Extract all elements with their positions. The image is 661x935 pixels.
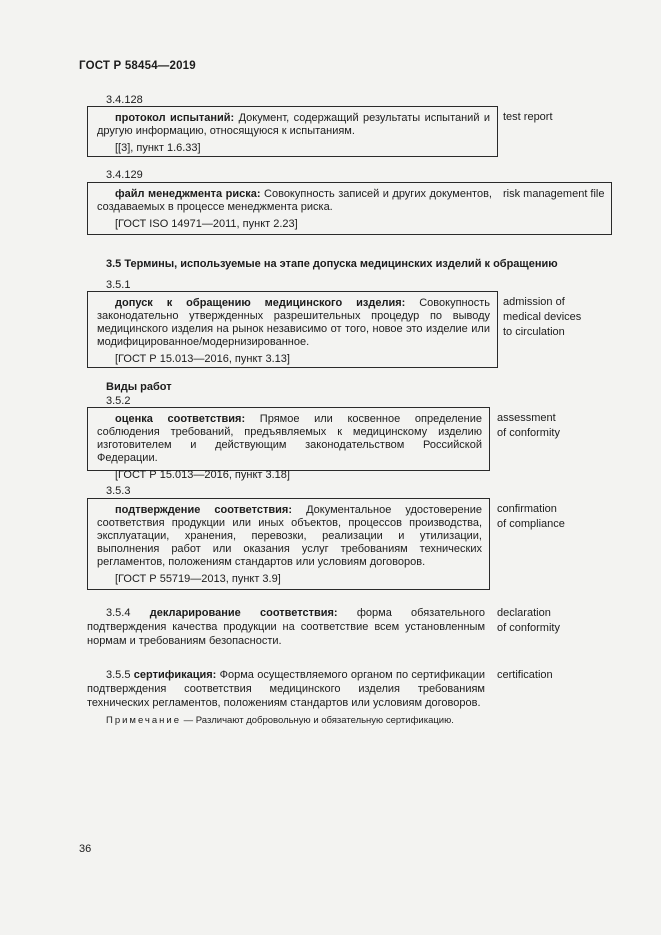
term-box xyxy=(87,106,498,157)
term-number: 3.5.2 xyxy=(106,395,131,407)
term-number: 3.5.4 xyxy=(106,607,131,619)
term-box xyxy=(87,498,490,590)
english-term xyxy=(497,411,560,441)
term-definition xyxy=(97,297,490,349)
term-box xyxy=(87,291,498,368)
term-number: 3.5.1 xyxy=(106,279,131,291)
definition-text: Документальное удостоверение соответствия продукции или иных объектов, процессов производства, эксплуатации, хранения, перевозки, реализации и утилизации, выполнения работ или оказания услуг требованиям технических регламентов, положениям стандартов или условиям договоров. xyxy=(97,504,482,568)
definition-text: Совокупность законодательно утвержденных разрешительных процедур по выводу медицинского изделия на рынок независимо от того, новое это изделие или модифицированное/модернизированное. xyxy=(97,297,490,348)
english-term xyxy=(497,502,565,532)
term-name: подтверждение соответствия: xyxy=(115,504,292,516)
english-line: declaration xyxy=(497,607,551,619)
english-term: certification xyxy=(497,669,553,681)
term-name: оценка соответствия: xyxy=(115,413,246,425)
term-name: протокол испытаний: xyxy=(115,112,235,124)
term-reference: [ГОСТ ISO 14971—2011, пункт 2.23] xyxy=(115,218,298,230)
term-paragraph xyxy=(87,668,485,710)
english-line: medical devices xyxy=(503,311,582,323)
note xyxy=(106,715,454,726)
term-reference: [ГОСТ Р 15.013—2016, пункт 3.18] xyxy=(115,469,290,481)
term-reference: [ГОСТ Р 15.013—2016, пункт 3.13] xyxy=(115,353,290,365)
term-name: допуск к обращению медицинского изделия: xyxy=(115,297,406,309)
english-line: to circulation xyxy=(503,326,565,338)
definition-text: Документ, содержащий результаты испытаний и другую информацию, относящуюся к испытаниям. xyxy=(97,112,491,137)
definition-text: форма обязательного подтверждения качества продукции на соответствие всем установленным нормам и требованиям безопасности. xyxy=(87,607,485,647)
english-term: risk management file xyxy=(503,188,605,200)
definition-text: Прямое или косвенное определение соблюдения требований, предъявляемых к медицинскому изделию изготовителем и действующим законодательством Российской Федерации. xyxy=(97,413,482,464)
page-number: 36 xyxy=(79,843,92,855)
term-definition xyxy=(97,413,482,465)
definition-text: Совокупность записей и других документов, создаваемых в процессе менеджмента риска. xyxy=(97,188,492,213)
term-definition xyxy=(97,188,492,214)
english-line: assessment xyxy=(497,412,556,424)
definition-text: Форма осуществляемого органом по сертификации подтверждения соответствия медицинского изделия требованиям технических регламентов, положениям стандартов или условиям договоров. xyxy=(87,669,485,709)
term-reference: [[3], пункт 1.6.33] xyxy=(115,142,201,154)
term-number: 3.4.129 xyxy=(106,169,143,181)
note-label: Примечание xyxy=(106,715,181,726)
term-name: файл менеджмента риска: xyxy=(115,188,261,200)
term-paragraph xyxy=(87,606,485,648)
english-line: of conformity xyxy=(497,427,560,439)
english-line: confirmation xyxy=(497,503,557,515)
term-number: 3.5.5 xyxy=(106,669,131,681)
term-box xyxy=(87,407,490,481)
section-title: 3.5 Термины, используемые на этапе допуска медицинских изделий к обращению xyxy=(106,258,558,270)
english-term xyxy=(497,606,560,636)
english-line: of conformity xyxy=(497,622,560,634)
term-number: 3.4.128 xyxy=(106,94,143,106)
term-reference: [ГОСТ Р 55719—2013, пункт 3.9] xyxy=(115,573,281,585)
english-line: admission of xyxy=(503,296,565,308)
english-term: test report xyxy=(503,111,553,123)
document-header: ГОСТ Р 58454—2019 xyxy=(79,60,196,72)
note-text: — Различают добровольную и обязательную сертификацию. xyxy=(181,715,454,726)
english-line: of compliance xyxy=(497,518,565,530)
term-number: 3.5.3 xyxy=(106,485,131,497)
term-name: сертификация: xyxy=(133,669,217,681)
term-definition xyxy=(97,112,490,138)
term-definition xyxy=(97,504,482,569)
subheading: Виды работ xyxy=(106,381,172,393)
term-name: декларирование соответствия: xyxy=(149,607,338,619)
english-term xyxy=(503,295,581,340)
